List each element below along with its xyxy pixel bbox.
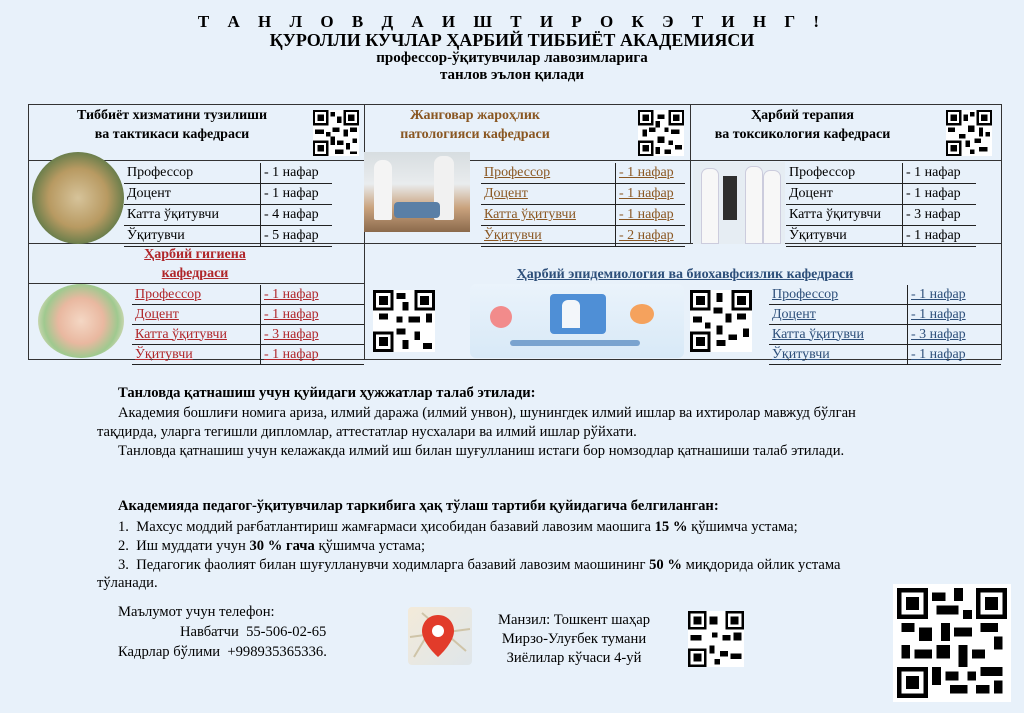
qr-code-icon bbox=[373, 290, 435, 352]
payment-heading: Академияда педагог-ўқитувчилар таркибига ҳақ тўлаш тартиби қуйидагича белгиланган: bbox=[118, 498, 719, 514]
dept2-title: Жанговар жароҳлик патологияси кафедраси bbox=[400, 108, 550, 142]
contacts-hr-phone: Кадрлар бўлими +998935365336. bbox=[118, 644, 327, 660]
epidemiology-illustration bbox=[470, 284, 684, 358]
requirements-heading: Танловда қатнашиш учун қуйидаги ҳужжатлар талаб этилади: bbox=[118, 385, 536, 401]
surgery-training-photo bbox=[364, 152, 470, 232]
header-subtitle: профессор-ўқитувчилар лавозимларига bbox=[376, 50, 648, 66]
hygiene-illustration bbox=[38, 284, 124, 358]
table-row: Профессор - 1 нафар bbox=[481, 163, 685, 184]
requirements-paragraph-1-cont: тақдирда, уларга тегишли дипломлар, аттестатлар нусхалари ва илмий ишлар рўйхати. bbox=[97, 424, 637, 440]
table-row: Ўқитувчи - 1 нафар bbox=[132, 345, 364, 365]
table-row: Ўқитувчи - 5 нафар bbox=[124, 226, 332, 247]
table-row: Профессор - 1 нафар bbox=[786, 163, 976, 184]
dept5-positions-table bbox=[769, 285, 1001, 365]
table-row: Катта ўқитувчи - 3 нафар bbox=[132, 325, 364, 345]
dept4-title: Ҳарбий гигиена кафедраси bbox=[144, 247, 246, 281]
requirements-paragraph-1: Академия бошлиғи номига ариза, илмий даража (илмий унвон), шунингдек илмий ишлар ва ихтиролар мавжуд бўлган bbox=[118, 405, 856, 421]
address-block: Манзил: Тошкент шаҳар Мирзо-Улуғбек тумани Зиёлилар кўчаси 4-уй bbox=[497, 612, 650, 666]
therapy-staff-photo bbox=[693, 162, 785, 244]
table-row: Профессор - 1 нафар bbox=[132, 285, 364, 305]
qr-code-icon bbox=[313, 110, 359, 156]
payment-item-3-cont: тўланади. bbox=[97, 575, 158, 591]
table-row: Катта ўқитувчи - 3 нафар bbox=[769, 325, 1001, 345]
table-row: Профессор - 1 нафар bbox=[769, 285, 1001, 305]
payment-item-3: 3. Педагогик фаолият билан шуғулланувчи ходимларга базавий лавозим маошининг 50 % миқдорида ойлик устама bbox=[118, 557, 841, 573]
qr-code-icon bbox=[638, 110, 684, 156]
qr-code-icon bbox=[893, 584, 1011, 702]
header-line1: Т А Н Л О В Д А И Ш Т И Р О К Э Т И Н Г ! bbox=[197, 12, 827, 31]
payment-item-2: 2. Иш муддати учун 30 % гача қўшимча устама; bbox=[118, 538, 426, 554]
table-row: Ўқитувчи - 1 нафар bbox=[786, 226, 976, 247]
qr-code-icon bbox=[946, 110, 992, 156]
contacts-label: Маълумот учун телефон: bbox=[118, 604, 275, 620]
table-row: Доцент - 1 нафар bbox=[481, 184, 685, 205]
table-row: Доцент - 1 нафар bbox=[124, 184, 332, 205]
dept2-positions-table bbox=[481, 163, 685, 247]
location-pin-icon bbox=[408, 607, 472, 665]
qr-code-icon bbox=[688, 611, 744, 667]
header-academy-name: ҚУРОЛЛИ КУЧЛАР ҲАРБИЙ ТИББИЁТ АКАДЕМИЯСИ bbox=[269, 30, 755, 50]
qr-code-icon bbox=[690, 290, 752, 352]
table-row: Доцент - 1 нафар bbox=[769, 305, 1001, 325]
academy-emblem-icon bbox=[32, 152, 124, 244]
table-row: Доцент - 1 нафар bbox=[786, 184, 976, 205]
table-row: Доцент - 1 нафар bbox=[132, 305, 364, 325]
dept4-positions-table bbox=[132, 285, 364, 365]
dept3-positions-table bbox=[786, 163, 976, 247]
dept1-title: Тиббиёт хизматини тузилиши ва тактикаси кафедраси bbox=[76, 108, 268, 142]
table-row: Профессор - 1 нафар bbox=[124, 163, 332, 184]
contacts-duty-phone: Навбатчи 55-506-02-65 bbox=[180, 624, 327, 640]
table-row: Катта ўқитувчи - 3 нафар bbox=[786, 205, 976, 226]
dept5-title: Ҳарбий эпидемиология ва биохавфсизлик кафедраси bbox=[516, 267, 854, 282]
table-row: Ўқитувчи - 2 нафар bbox=[481, 226, 685, 247]
header-announcement: танлов эълон қилади bbox=[439, 67, 585, 83]
table-row: Катта ўқитувчи - 4 нафар bbox=[124, 205, 332, 226]
table-row: Ўқитувчи - 1 нафар bbox=[769, 345, 1001, 365]
dept1-positions-table bbox=[124, 163, 332, 247]
payment-item-1: 1. Махсус моддий рағбатлантириш жамғармаси ҳисобидан базавий лавозим маошига 15 % қўшимча устама; bbox=[118, 519, 798, 535]
dept3-title: Ҳарбий терапия ва токсикология кафедраси bbox=[714, 108, 891, 142]
requirements-paragraph-2: Танловда қатнашиш учун келажакда илмий иш билан шуғулланиш истаги бор номзодлар қатнашиши талаб этилади. bbox=[118, 443, 845, 459]
table-row: Катта ўқитувчи - 1 нафар bbox=[481, 205, 685, 226]
